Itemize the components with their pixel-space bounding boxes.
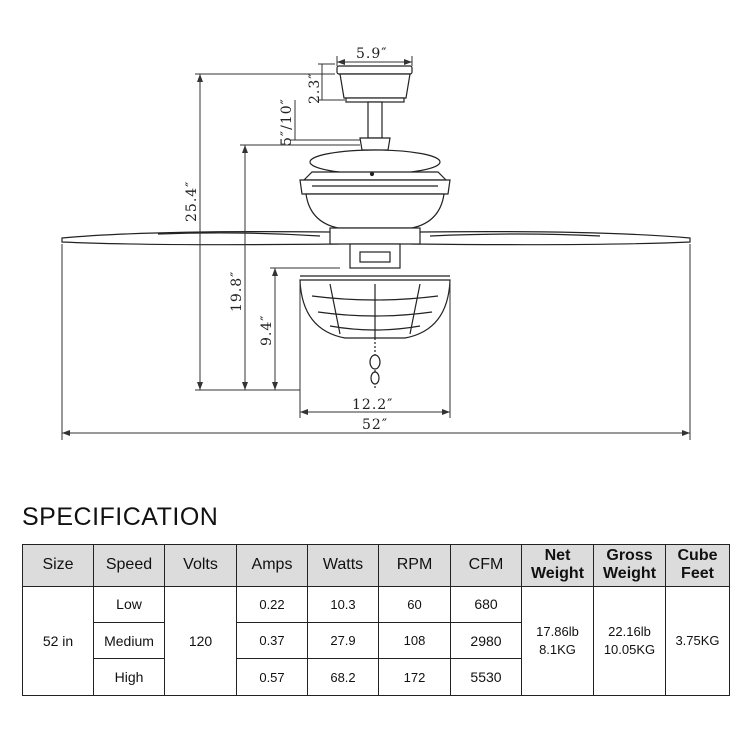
header-gross-weight-line2: Weight xyxy=(602,565,657,583)
header-cube-feet-line2: Feet xyxy=(681,565,714,583)
header-size: Size xyxy=(23,545,94,587)
spec-table xyxy=(22,544,730,696)
cell-speed-high: High xyxy=(94,659,165,696)
header-gross-weight xyxy=(594,545,666,587)
header-rpm: RPM xyxy=(379,545,451,587)
header-net-weight-line1: Net xyxy=(544,547,571,565)
net-weight-lb: 17.86lb xyxy=(536,623,579,639)
cell-cfm-medium: 2980 xyxy=(451,623,522,659)
header-net-weight xyxy=(522,545,594,587)
spec-title: SPECIFICATION xyxy=(22,503,219,531)
cell-speed-low: Low xyxy=(94,586,165,622)
cell-amps-medium: 0.37 xyxy=(237,623,308,659)
header-cube-feet-line1: Cube xyxy=(677,547,718,565)
dim-light-kit-width: 12.2″ xyxy=(352,397,394,413)
dim-blade-span: 52″ xyxy=(362,417,389,433)
header-speed: Speed xyxy=(94,545,165,587)
dim-downrod: 5″/10″ xyxy=(279,98,295,146)
cell-rpm-low: 60 xyxy=(379,586,451,622)
spec-header-row xyxy=(23,545,730,587)
cell-amps-high: 0.57 xyxy=(237,659,308,696)
header-watts: Watts xyxy=(308,545,379,587)
header-cube-feet xyxy=(666,545,730,587)
cell-rpm-high: 172 xyxy=(379,659,451,696)
header-gross-weight-line1: Gross xyxy=(606,547,653,565)
cell-cfm-low: 680 xyxy=(451,586,522,622)
dim-light-kit-height: 9.4″ xyxy=(259,314,275,346)
dim-overall-height: 25.4″ xyxy=(184,180,200,222)
cell-volts: 120 xyxy=(165,586,237,695)
table-row xyxy=(23,586,730,622)
cell-cube-feet: 3.75KG xyxy=(666,586,730,695)
cell-amps-low: 0.22 xyxy=(237,586,308,622)
gross-weight-lb: 22.16lb xyxy=(608,623,651,639)
header-amps: Amps xyxy=(237,545,308,587)
dim-blade-to-bottom: 19.8″ xyxy=(229,270,245,312)
cell-watts-high: 68.2 xyxy=(308,659,379,696)
gross-weight-kg: 10.05KG xyxy=(603,641,656,657)
cell-watts-low: 10.3 xyxy=(308,586,379,622)
net-weight-kg: 8.1KG xyxy=(539,641,576,657)
cell-gross-weight xyxy=(594,586,666,695)
dim-canopy-height: 2.3″ xyxy=(307,72,323,104)
cell-rpm-medium: 108 xyxy=(379,623,451,659)
cell-size: 52 in xyxy=(23,586,94,695)
fan-illustration xyxy=(62,66,690,390)
cell-speed-medium: Medium xyxy=(94,623,165,659)
header-volts: Volts xyxy=(165,545,237,587)
dim-canopy-width: 5.9″ xyxy=(356,46,388,62)
header-cfm: CFM xyxy=(451,545,522,587)
cell-cfm-high: 5530 xyxy=(451,659,522,696)
cell-net-weight xyxy=(522,586,594,695)
header-net-weight-line2: Weight xyxy=(530,565,585,583)
cell-watts-medium: 27.9 xyxy=(308,623,379,659)
